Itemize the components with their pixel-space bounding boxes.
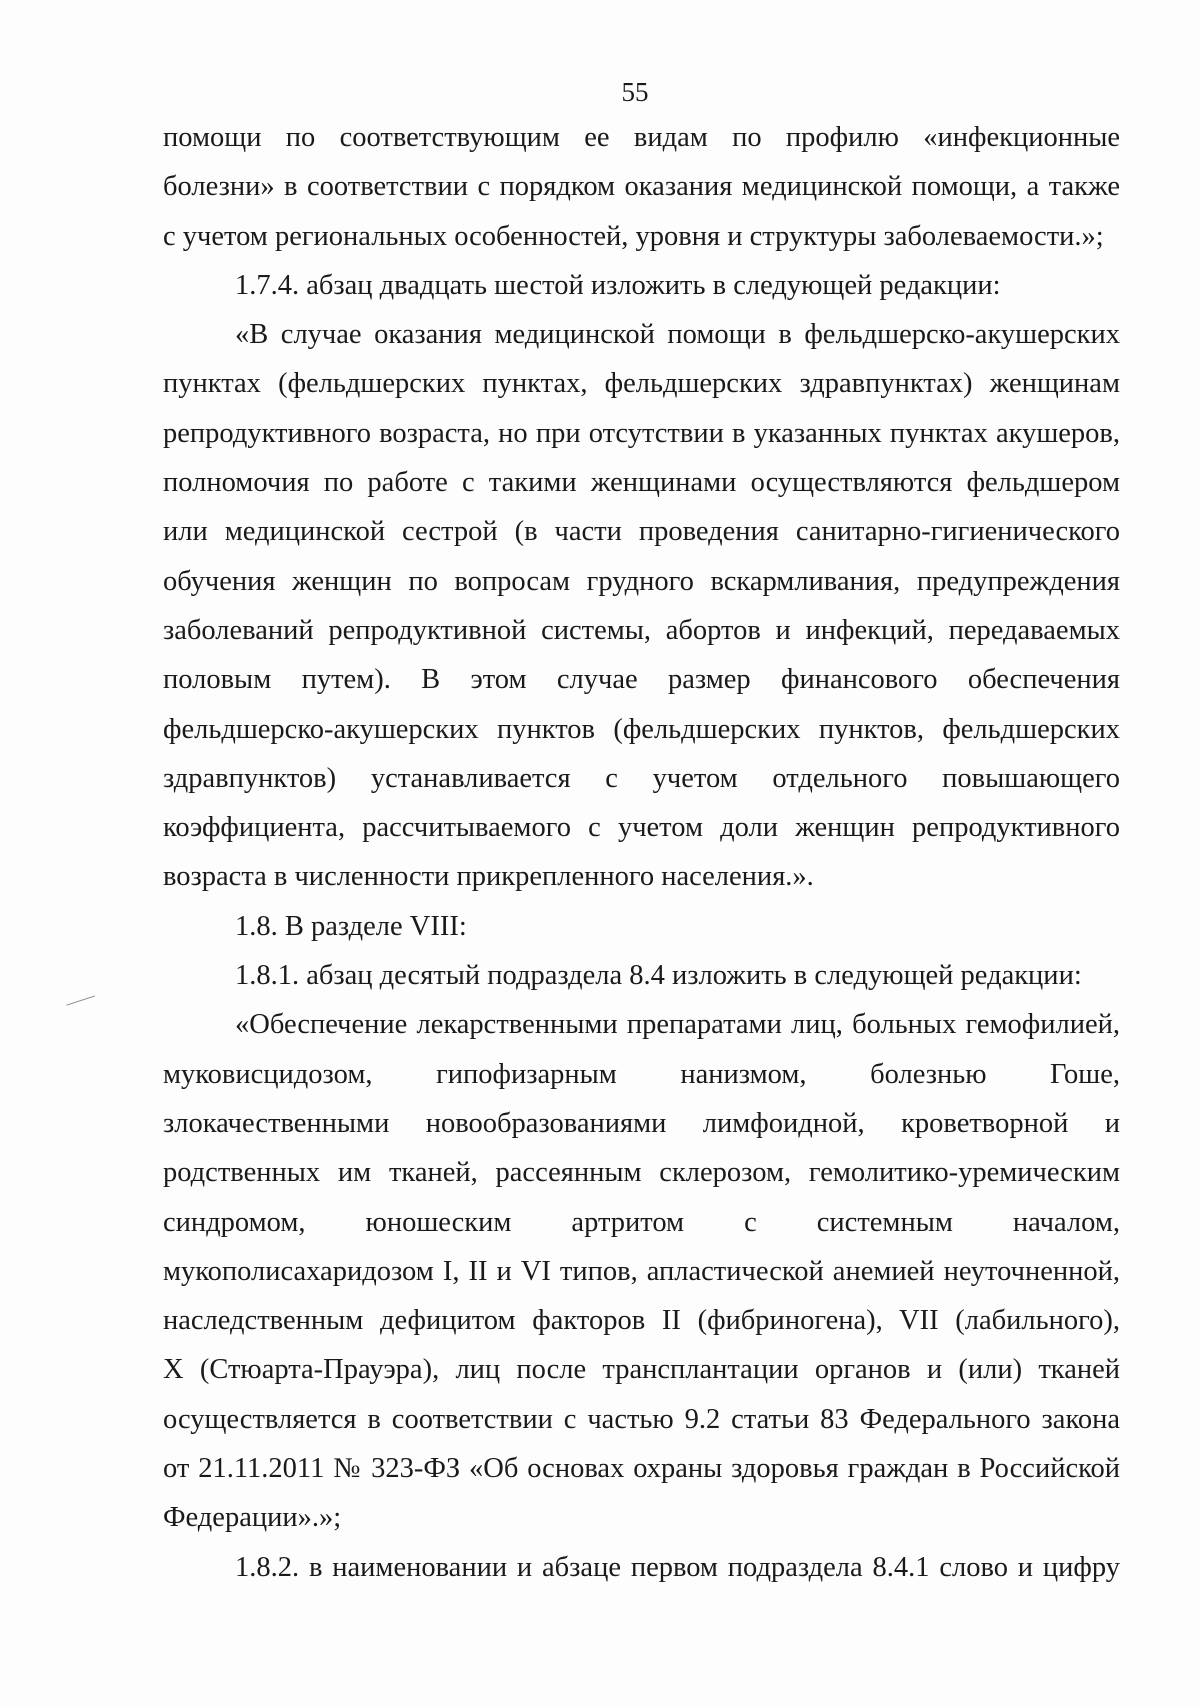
text-line: X (Стюарта-Прауэра), лиц после трансплантации органов и (или) тканей <box>163 1354 1120 1386</box>
text-line: 1.8.2. в наименовании и абзаце первом подраздела 8.4.1 слово и цифру <box>235 1551 1120 1583</box>
text-line: возраста в численности прикрепленного населения.». <box>163 861 814 893</box>
text-line: помощи по соответствующим ее видам по профилю «инфекционные <box>163 122 1120 153</box>
text-line: половым путем). В этом случае размер финансового обеспечения <box>163 664 1120 696</box>
text-line: от 21.11.2011 № 323-ФЗ «Об основах охраны здоровья граждан в Российской <box>163 1453 1120 1485</box>
text-line: пунктах (фельдшерских пунктах, фельдшерских здравпунктах) женщинам <box>163 368 1120 400</box>
text-line: 1.8.1. абзац десятый подраздела 8.4 изложить в следующей редакции: <box>235 960 1082 992</box>
text-line: фельдшерско-акушерских пунктов (фельдшерских пунктов, фельдшерских <box>163 713 1120 745</box>
text-line: родственных им тканей, рассеянным склерозом, гемолитико-уремическим <box>163 1157 1120 1189</box>
text-line: или медицинской сестрой (в части проведения санитарно-гигиенического <box>163 516 1120 548</box>
page-number: 55 <box>621 77 649 107</box>
text-line: заболеваний репродуктивной системы, абортов и инфекций, передаваемых <box>163 614 1120 646</box>
scan-mark <box>66 995 95 1007</box>
text-line: коэффициента, рассчитываемого с учетом доли женщин репродуктивного <box>163 812 1120 844</box>
text-line: с учетом региональных особенностей, уровня и структуры заболеваемости.»; <box>163 220 1104 252</box>
text-line: обучения женщин по вопросам грудного вскармливания, предупреждения <box>163 565 1120 597</box>
text-line: синдромом, юношеским артритом с системным началом, <box>163 1206 1120 1238</box>
text-line: злокачественными новообразованиями лимфоидной, кроветворной и <box>163 1107 1120 1139</box>
text-line: осуществляется в соответствии с частью 9.2 статьи 83 Федерального закона <box>163 1403 1120 1435</box>
text-line: мукополисахаридозом I, II и VI типов, апластической анемией неуточненной, <box>163 1255 1120 1287</box>
text-line: полномочия по работе с такими женщинами осуществляются фельдшером <box>163 467 1120 499</box>
text-line: 1.8. В разделе VIII: <box>235 910 467 942</box>
text-line: «В случае оказания медицинской помощи в фельдшерско-акушерских <box>235 319 1120 351</box>
text-line: Федерации».»; <box>163 1502 342 1534</box>
document-body <box>163 113 1120 1592</box>
text-line: «Обеспечение лекарственными препаратами лиц, больных гемофилией, <box>235 1009 1120 1041</box>
text-line: наследственным дефицитом факторов II (фибриногена), VII (лабильного), <box>163 1305 1120 1337</box>
text-line: здравпунктов) устанавливается с учетом отдельного повышающего <box>163 762 1120 794</box>
text-line: 1.7.4. абзац двадцать шестой изложить в следующей редакции: <box>235 269 1001 301</box>
text-line: репродуктивного возраста, но при отсутствии в указанных пунктах акушеров, <box>163 417 1120 449</box>
text-line: муковисцидозом, гипофизарным нанизмом, болезнью Гоше, <box>163 1058 1120 1090</box>
text-line: болезни» в соответствии с порядком оказания медицинской помощи, а также <box>163 171 1120 203</box>
